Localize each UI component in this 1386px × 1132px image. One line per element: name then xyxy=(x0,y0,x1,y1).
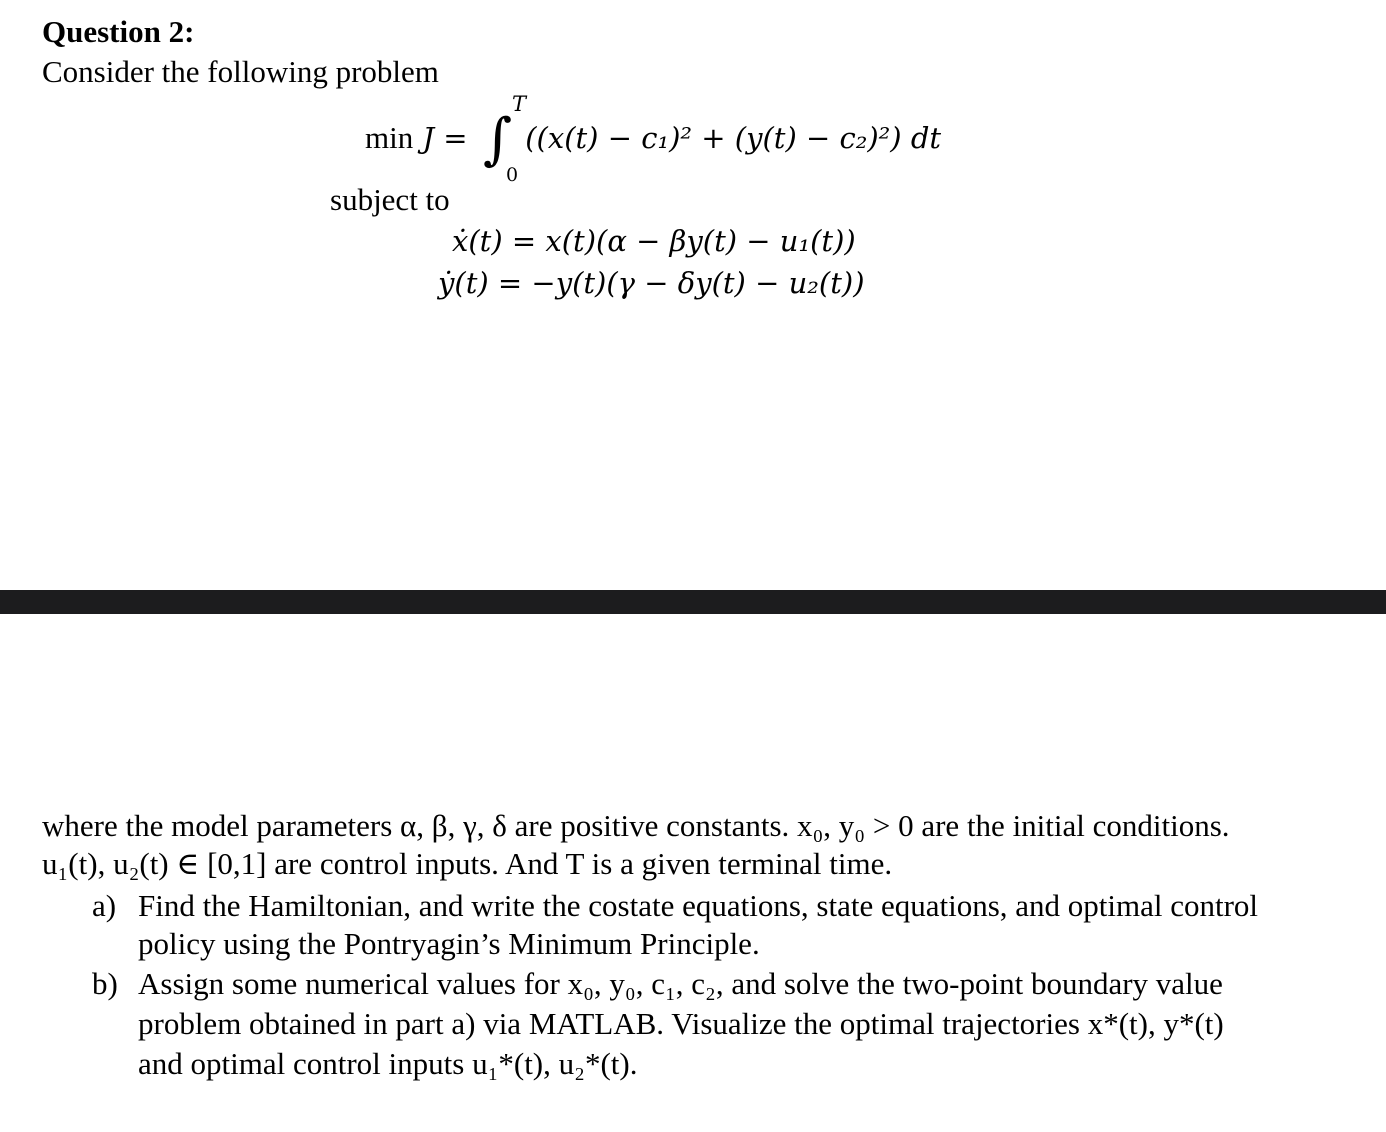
integral-icon: ∫ xyxy=(482,107,513,172)
part-a-line-1: Find the Hamiltonian, and write the costate equations, state equations, and optimal control xyxy=(138,888,1259,923)
divider-bar xyxy=(0,590,1386,614)
subject-to-label: subject to xyxy=(330,182,450,217)
integral-lower-limit: 0 xyxy=(506,164,519,186)
state-equation-y: ẏ(t) = −y(t)(γ − δy(t) − u₂(t)) xyxy=(438,266,865,300)
objective-lhs: J = xyxy=(422,121,468,155)
part-b-label: b) xyxy=(92,966,118,1001)
objective-function xyxy=(365,107,942,172)
part-a-label: a) xyxy=(92,888,117,923)
part-a-line-2: policy using the Pontryagin’s Minimum Principle. xyxy=(138,926,760,961)
paragraph-line-1: where the model parameters α, β, γ, δ are positive constants. x₀, y₀ > 0 are the initial conditions. xyxy=(42,808,1230,843)
integral-upper-limit: T xyxy=(512,92,527,116)
part-b-line-1: Assign some numerical values for x₀, y₀, c₁, c₂, and solve the two-point boundary value xyxy=(138,966,1223,1001)
intro-text: Consider the following problem xyxy=(42,54,439,89)
part-b-line-2: problem obtained in part a) via MATLAB. Visualize the optimal trajectories x*(t), y*(t) xyxy=(138,1006,1224,1041)
state-equation-x: ẋ(t) = x(t)(α − βy(t) − u₁(t)) xyxy=(452,224,856,258)
part-b-line-3: and optimal control inputs u₁*(t), u₂*(t). xyxy=(138,1046,638,1081)
min-operator: min xyxy=(365,120,414,155)
integrand: ((x(t) − c₁)² + (y(t) − c₂)²) dt xyxy=(525,121,942,155)
paragraph-line-2: u₁(t), u₂(t) ∈ [0,1] are control inputs. And T is a given terminal time. xyxy=(42,846,893,881)
question-title: Question 2: xyxy=(42,14,195,49)
